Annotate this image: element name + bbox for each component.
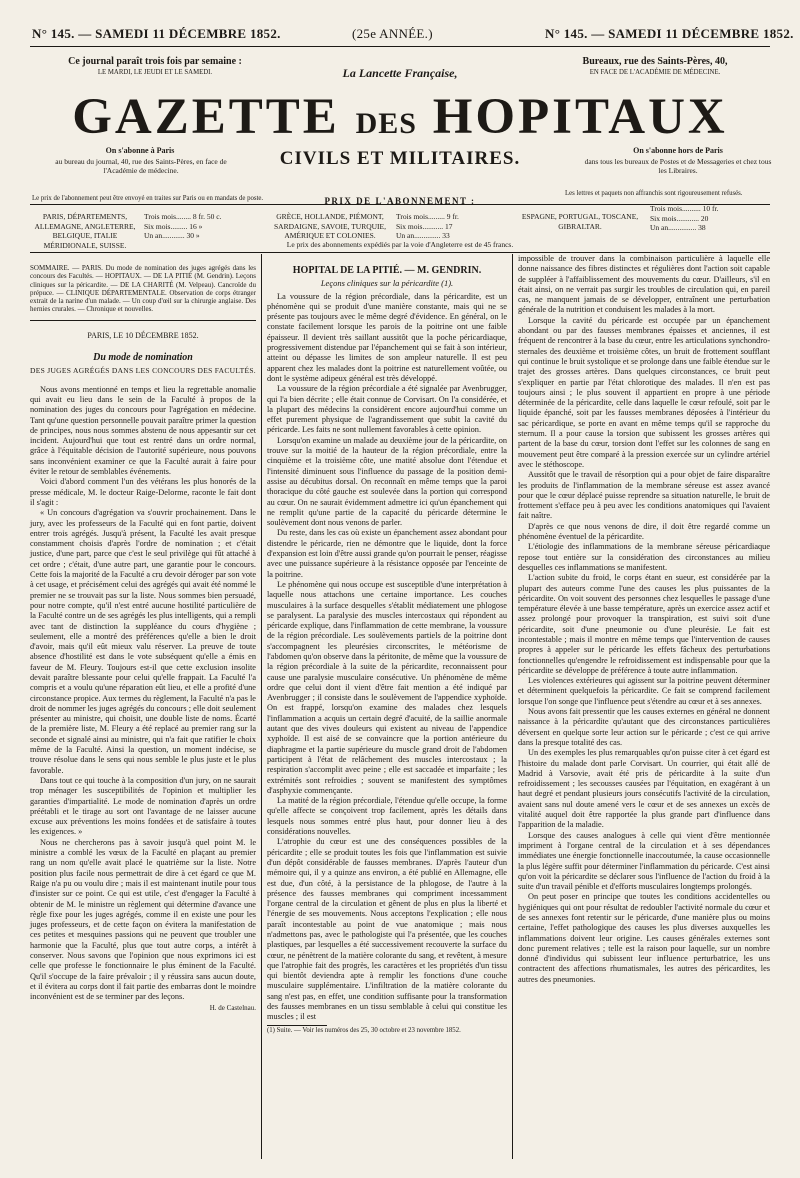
prices-left-rates [144,212,254,241]
paragraph: L'atrophie du cœur est une des conséquences possibles de la péricardite ; elle se produit toutes les fois que l'inflammation est suivie d'un dépôt considérable de fausses membranes. D'après l'auteur d'un mémoire qui, il y a quinze ans environ, a été publié en Allemagne, elle est due, d'un côté, à la persistance de la phlogose, de l'autre à la présence des fausses membranes qui compriment incessamment l'organe central de la circulation et gênent de plus en plus la liberté et l'énergie de ses mouvements. Nous acceptons l'explication ; elle nous paraît incontestable au point de vue anatomique ; mais nous n'admettons pas, avec le pathologiste qui l'a présentée, que les couches plastiques, par lesquelles a été successivement recouverte la surface du cœur, ne pénètrent de la matière colorante du sang, et revêtent, à mesure que l'atrophie fait des progrès, les caractères et les propriétés d'un tissu qui bientôt deviendra apte à remplir les fonctions d'une couche musculaire supplémentaire. L'infiltration de la matière colorante du sang n'est pas, en effet, une condition suffisante pour la transformation des fausses membranes en un tissu semblable à celui qui constitue les muscles ; il est [267,837,507,1022]
article-heading: HOPITAL DE LA PITIÉ. — M. GENDRIN. [292,265,482,276]
prices-mid-rates [396,212,496,241]
paragraph: La voussure de la région précordiale, dans la péricardite, est un phénomène qui se produit d'une manière constante, mais qui ne se présente pas toujours avec le même degré d'évidence. En général, on le constate facilement lorsque les parois de la poitrine ont une faible épaisseur. Il devient très saillant aussitôt que la poche péricardiaque, progressivement distendue par l'épanchement qui se fait à son intérieur, atteint ou dépasse les limites de son ampleur naturelle. Il est peu apparent chez les malades dont la poitrine est naturellement voûtée, ou dont le système adipeux général est très développé. [267,291,507,383]
rate-line: Trois mois......... 9 fr. [396,212,459,221]
abonne-hors-title: On s'abonne hors de Paris [633,146,723,155]
paragraph: Dans tout ce qui touche à la composition d'un jury, on ne saurait trop ménager les susceptibilités de l'opinion et multiplier les garanties d'impartialité. Le mode de nomination d'après un ordre préétabli et le tirage au sort ont l'avantage de ne laisser aucune excuse aux préventions les moins fondées et de satisfaire à toutes les exigences. » [30,775,256,837]
rate-line: Six mois......... 16 » [144,221,203,231]
prices-bottom-rule [30,252,770,253]
column-2 [267,262,507,1035]
abonne-paris-text: au bureau du journal, 40, rue des Saints-Pères, en face de l'Académie de médecine. [55,157,227,175]
issue-line-right: N° 145. — SAMEDI 11 DÉCEMBRE 1852. [545,26,794,41]
paragraph: Voici d'abord comment l'un des vétérans les plus honorés de la presse médicale, M. le docteur Raige-Delorme, raconte le fait dont il s'agit : [30,477,256,507]
column-1 [30,264,256,1014]
signature: H. de Castelnau. [209,1004,256,1013]
rate-line: Trois mois........ 8 fr. 50 c. [144,212,222,221]
abonne-hors-text: dans tous les bureaux de Postes et de Messageries et chez tous les Libraires. [584,157,772,175]
paragraph: Nous avons mentionné en temps et lieu la regrettable anomalie qui avait eu lieu dans le sein de la Faculté à propos de la nomination des juges du concours pour l'agrégation en médecine. Tant qu'une question personnelle pouvait paraître primer la question de principes, nous nous sommes abstenu de nous appesantir sur cet incident. Aujourd'hui que tout est rentré dans un ordre normal, grâce à l'équitable décision de l'autorité supérieure, nous pouvons sans inconvénient examiner ce que la Faculté aurait à faire pour éviter le retour de semblables événements. [30,384,256,477]
rate-line: Six mois............ 20 [650,213,709,223]
abonne-paris-title: On s'abonne à Paris [105,146,175,155]
prices-left-regions: PARIS, DÉPARTEMENTS, ALLEMAGNE, ANGLETERRE, BELGIQUE, ITALIE MÉRIDIONALE, SUISSE. [34,212,136,250]
paragraph: Nous ne chercherons pas à savoir jusqu'à quel point M. le ministre a comblé les vœux de la Faculté en plaçant au premier rang un nom qu'elle avait placé le quatrième sur la liste. Notre position plus facile nous permettrait de dire à cet égard ce que M. Raige n'a pu ou voulu dire ; mais il est maintenant inutile pour tous d'insister sur ce point. Ce qui est utile, c'est d'engager la Faculté à obtenir de M. le ministre un règlement qui détermine d'avance une règle fixe pour les juges agrégés, comme il en existe une pour les juges professeurs, et de cette façon on évitera la manifestation de ces petites et mesquines passions qui ne peuvent que troubler une harmonie que la Faculté, plus que tout autre corps, a intérêt à conserver. Nous savons que l'opinion que nous exprimons ici est celle que professe le fonctionnaire le plus éminent de la Faculté. Qu'il s'occupe de la faire prévaloir ; il y réussira sans aucun doute, et il évitera au corps dont il fait partie des embarras dont le moindre inconvénient est de se terminer par des leçons. [30,837,256,1002]
publish-note: Ce journal paraît trois fois par semaine : [68,56,242,67]
masthead-gazette: GAZETTE [72,89,340,145]
paragraph: Lorsqu'on examine un malade au deuxième jour de la péricardite, on trouve sur la moitié de la hauteur de la région précordiale, entre la cinquième et la troisième côte, une matité absolue dont l'étendue et l'intensité diminuent sous l'influence du passage de la position demi-assise au décubitus dorsal. On reconnaît en même temps que la paroi thoracique du côté gauche est soulevée dans la portion qui correspond au cœur. On ne saurait évidemment admettre ici qu'un épanchement qui ne remplit qu'une partie de la capacité du péricarde détermine le soulèvement dont nous venons de parler. [267,435,507,528]
paragraph: Lorsque la cavité du péricarde est occupée par un épanchement abondant ou par des fausses membranes épaisses et anciennes, il est fréquent de rencontrer à la base du cœur, entre les articulations synchondro-sternales des deuxième et troisième côtes, un bruit de frottement soufflant qui continue le bruit systolique et se prolonge dans une faible étendue sur le trajet des grosses artères. Dans quelques circonstances, ce bruit peut s'expliquer en partie par l'état chlorotique des malades. Il n'en est pas toujours ainsi ; le plus souvent il appartient en propre à une période déterminée de la péricardite, celle dans laquelle le cœur refoulé, soit par le liquide épanché, soit par les fausses membranes déposées à l'intérieur du sac péricardique, se porte en avant en même temps qu'il se rapproche du sternum. Il a pour cause la torsion que subissent les grosses artères qui partent de la base du cœur, torsion dont l'effet sur les colonnes de sang en mouvement peut être comparé à la pression exercée sur un cylindre artériel avec le stéthoscope. [518,315,770,469]
price-note-right: Les lettres et paquets non affranchis sont rigoureusement refusés. [565,190,743,197]
top-rule [30,46,770,47]
paragraph: Lorsque des causes analogues à celle qui vient d'être mentionnée impriment à l'organe central de la circulation et à ses dépendances immédiates une énergie fonctionnelle inaccoutumée, la cause occasionnelle la plus légère suffit pour déterminer l'inflammation du péricarde. C'est ainsi qu'on voit la péricardite se déclarer sous l'influence de l'action du froid à la suite d'un travail pénible et d'efforts musculaires longtemps prolongés. [518,830,770,892]
column-rule-2 [512,254,513,1159]
masthead-subtitle: CIVILS ET MILITAIRES. [279,148,521,169]
paragraph: On peut poser en principe que toutes les conditions accidentelles ou hygiéniques qui ont pour résultat de redoubler l'activité normale du cœur et de ses annexes font retentir sur le péricarde, d'une manière plus ou moins certaine, l'effet pathologique des causes les plus diverses auxquelles les inflammations doivent leur origine. Les causes générales externes sont donc purement relatives ; telle est la raison pour laquelle, sur un nombre donné d'individus qui subissent leur influence perturbatrice, les uns contractent des affections rhumatismales, les autres des péricardites, les autres des pneumonies. [518,892,770,984]
prices-mid-regions: GRÈCE, HOLLANDE, PIÉMONT, SARDAIGNE, SAVOIE, TURQUIE, AMÉRIQUE ET COLONIES. [273,212,387,240]
dateline: PARIS, LE 10 DÉCEMBRE 1852. [87,330,199,340]
price-note-left: Le prix de l'abonnement peut être envoyé en traites sur Paris ou en mandats de poste. [32,195,264,202]
summary-rule [30,320,256,321]
paragraph: La matité de la région précordiale, l'étendue qu'elle occupe, la forme qu'elle affecte se conçoivent trop facilement, après les détails dans lesquels nous sommes entré plus haut, pour donner lieu à des considérations nouvelles. [267,796,507,837]
issue-line-left: N° 145. — SAMEDI 11 DÉCEMBRE 1852. [32,26,281,41]
paragraph: La voussure de la région précordiale a été signalée par Avenbrugger, qui l'a bien décrite ; elle était connue de Corvisart. On l'a considérée, et la plupart des médecins la considèrent encore aujourd'hui comme un effet purement physique de l'agrandissement que subit la cavité du péricarde. Les faits ne sont nullement favorables à cette opinion. [267,384,507,435]
rate-line: Un an............ 30 » [144,231,200,240]
column-3 [518,254,770,985]
masthead-des: DES [355,107,417,140]
rate-line: Six mois........... 17 [396,221,453,231]
publish-days: LE MARDI, LE JEUDI ET LE SAMEDI. [97,69,213,76]
paragraph: L'action subite du froid, le corps étant en sueur, est considérée par la plupart des auteurs comme l'une des causes les plus puissantes de la péricardite. On voit souvent des personnes chez lesquelles le passage d'une température élevée à une basse température, après un exercice assez actif et assez prolongé pour provoquer la transpiration, est suivi soit d'une péricardite, soit d'une pneumonie ou d'une pleurésie. Le fait est incontestable ; mais il montre en même temps que l'intervention de causes propres à appeler sur le péricarde les effets fâcheux des perturbations fonctionnelles qu'engendre le refroidissement est indispensable pour que la péricardite se développe de préférence à toute autre inflammation. [518,573,770,675]
masthead-title [40,88,760,146]
year-label: (25e ANNÉE.) [352,26,433,41]
paragraph: Nous avons fait pressentir que les causes externes en général ne donnent naissance à la péricardite qu'autant que des circonstances particulières déversent en quelque sorte leur action sur le péricarde ; c'est ce qui arrive dans la presque totalité des cas. [518,707,770,747]
summary: SOMMAIRE. — PARIS. Du mode de nomination des juges agrégés dans les concours des Facultés. — HOPITAUX. — DE LA PITIÉ (M. Gendrin). Leçons cliniques sur la péricardite. — DE LA CHARITÉ (M. Velpeau). Cancroïde du prépuce. — CLINIQUE DÉPARTEMENTALE. Observation de corps étranger extrait de la narine d'un malade. — Un coup d'œil sur la chirurgie anglaise. Des hernies crurales. — Chronique et nouvelles. [30,264,256,314]
bureaux-address: Bureaux, rue des Saints-Pères, 40, [582,56,728,67]
article-heading: Du mode de nomination [93,352,193,364]
article-subheading: Leçons cliniques sur la péricardite (1). [320,278,454,289]
paragraph: L'étiologie des inflammations de la membrane séreuse péricardiaque repose tout entière sur la considération des circonstances au milieu desquelles ces inflammations se manifestent. [518,542,770,572]
prices-title: PRIX DE L'ABONNEMENT : [324,196,476,206]
paragraph: D'après ce que nous venons de dire, il doit être regardé comme un phénomène éventuel de la péricardite. [518,521,770,542]
footnote-rule [267,1025,327,1026]
paragraph: Les violences extérieures qui agissent sur la poitrine peuvent déterminer et déterminent quelquefois la péricardite. Ce fait se comprend facilement lorsque l'on songe que l'influence peut s'étendre au cœur et à ses annexes. [518,676,770,706]
footnote: (1) Suite. — Voir les numéros des 25, 30 octobre et 23 novembre 1852. [267,1026,461,1034]
bureaux-note: EN FACE DE L'ACADÉMIE DE MÉDECINE. [589,69,721,76]
paragraph: impossible de trouver dans la combinaison particulière à laquelle elle donne naissance des fibres distinctes et régulières dont l'action soit capable de suppléer à l'affaiblissement des mouvements du cœur. D'ailleurs, s'il en était ainsi, on ne verrait pas surgir les troubles de circulation qui, en pareil cas, ne manquent jamais de se développer, entraînent une perturbation générale de la nutrition et conduisent les malades à la mort. [518,254,770,315]
paragraph: « Un concours d'agrégation va s'ouvrir prochainement. Dans le jury, avec les professeurs de la Faculté qui en font partie, doivent entrer trois agrégés. Jusqu'à présent, la Faculté les avait presque constamment choisis d'après l'ordre de nomination ; et c'était justice, d'une part, parce que c'est le seul privilège qui fût attaché à cet ordre ; c'était, d'une autre part, une garantie pour le concours. Cette fois la majorité de la Faculté a cru devoir déroger par son vote à cet usage, et précisément celui des agrégés qui avait été nommé le premier ne se trouvait pas sur la liste. Nous sommes bien persuadé, pour notre compte, qu'il n'est entré aucune hostilité particulière de la Faculté contre un de ses agrégés les plus intelligents, qui a rempli avec tant de distinction la suppléance du cours d'hygiène ; seulement, elle a montré des préférences qu'elle a bien le droit d'avoir, mais qu'il eût mieux valu réserver. La preuve de toute absence d'hostilité est dans le vote subséquent qu'elle a émis en faveur de M. Fleury. Toujours est-il que cette exclusion insolite devait paraître blessante pour celui qu'elle frappait. La Faculté l'a compris et a voulu qu'une réparation eût lieu, et elle a profité d'une circonstance propice. Aux termes du règlement, la Faculté n'a pas le droit de nommer les juges agrégés du concours ; elle doit seulement présenter au ministre, qui choisit, une double liste de noms. Écarté de la première liste, M. Fleury a été replacé au premier rang sur la seconde et signalé ainsi au ministre, qui n'a fait que ratifier le choix même de la Faculté. Ainsi la question, un moment indécise, se trouve résolue dans le sens qui nous semble le plus juste et le plus favorable. [30,508,257,775]
rate-line: Un an.............. 33 [396,231,450,240]
prices-right-rates [650,204,770,233]
prices-footer: Le prix des abonnements expédiés par la voie d'Angleterre est de 45 francs. [286,240,514,249]
rate-line: Un an............... 38 [650,223,706,232]
article-heading-sub: DES JUGES AGRÉGÉS DANS LES CONCOURS DES FACULTÉS. [30,366,256,376]
paragraph: Aussitôt que le travail de résorption qui a pour objet de faire disparaître les produits de l'inflammation de la membrane séreuse est assez avancé pour que le cœur déplacé puisse reprendre sa situation naturelle, le bruit de frottement s'efface peu à peu avec les conditions anatomiques qui l'avaient fait naître. [518,470,770,521]
masthead-hopitaux: HOPITAUX [432,89,728,145]
paragraph: Le phénomène qui nous occupe est susceptible d'une interprétation à laquelle nous attachons une certaine importance. Les couches musculaires à la surface desquelles s'établit médiatement une phlogose se paralysent. La paralysie des muscles intercostaux qui répondent au péricarde explique, dans l'inflammation de cette membrane, la voussure de la région précordiale. Les soulèvements partiels de la poitrine dont s'accompagnent les pleurésies circonscrites, le météorisme de l'abdomen qu'on observe dans la péritonite, de même que la voussure de la région précordiale à la suite de la péricardite, reconnaissent pour cause une paralysie musculaire consécutive. Un phénomène de même ordre que celui dont il vient d'être fait mention a été indiqué par Avenbrugger ; il consiste dans le soulèvement de l'appendice xyphoïde. On est frappé, lorsqu'on examine des malades chez lesquels l'inflammation a acquis un certain degré d'acuité, de la saillie anormale autant que des vives douleurs qui existent au niveau de l'appendice xyphoïde. Il est aisé de se convaincre que la portion antérieure du diaphragme et la partie supérieure du muscle grand droit de l'abdomen participent à l'état de relâchement des muscles intercostaux ; la respiration s'accomplit avec peine ; elle est saccadée et imparfaite ; les extrémités sont refroidies ; souvent se manifestent des symptômes d'asphyxie commençante. [267,579,507,795]
lancette-title: La Lancette Française, [342,66,458,80]
paragraph: Un des exemples les plus remarquables qu'on puisse citer à cet égard est l'histoire du malade dont parle Corvisart. Un courrier, qui était allé de Madrid à Varsovie, avait été pris de péricardite à la suite d'un refroidissement ; les secousses causées par l'équitation, en exagérant à un haut degré et pendant plusieurs jours consécutifs l'activité de la circulation, avaient sans nul doute amené vers le cœur et de ses annexes un excès de vitalité auquel doit être rapportée la plus grande part d'influence dans l'apparition de la maladie. [518,748,770,830]
prices-right-regions: ESPAGNE, PORTUGAL, TOSCANE, GIBRALTAR. [521,212,639,231]
rate-line: Trois mois.......... 10 fr. [650,204,719,213]
column-rule-1 [261,254,262,1159]
paragraph: Du reste, dans les cas où existe un épanchement assez abondant pour distendre le péricarde, rien ne démontre que le liquide, dont la force d'expansion est loin d'être aussi grande qu'on pourrait le penser, réagisse avec une puissance supérieure à la résistance opposée par l'enceinte de la poitrine. [267,528,507,579]
